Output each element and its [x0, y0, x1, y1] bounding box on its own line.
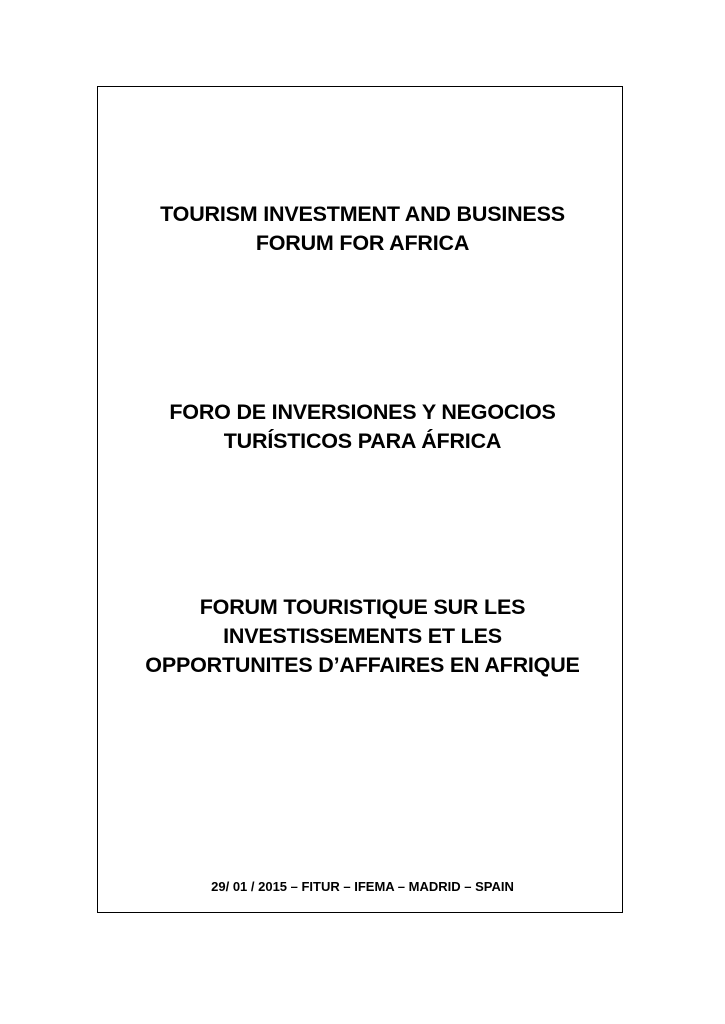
french-title — [0, 593, 725, 680]
english-title-line-1: TOURISM INVESTMENT AND BUSINESS — [160, 202, 565, 226]
spanish-title — [0, 398, 725, 456]
event-date-location: 29/ 01 / 2015 – FITUR – IFEMA – MADRID – SPAIN — [211, 879, 514, 894]
spanish-title-line-2: TURÍSTICOS PARA ÁFRICA — [223, 429, 502, 453]
french-title-line-3: OPPORTUNITES D’AFFAIRES EN AFRIQUE — [145, 653, 580, 677]
english-title-line-2: FORUM FOR AFRICA — [255, 231, 470, 255]
english-title — [0, 200, 725, 258]
spanish-title-line-1: FORO DE INVERSIONES Y NEGOCIOS — [169, 400, 556, 424]
french-title-line-2: INVESTISSEMENTS ET LES — [223, 624, 502, 648]
french-title-line-1: FORUM TOURISTIQUE SUR LES — [199, 595, 526, 619]
